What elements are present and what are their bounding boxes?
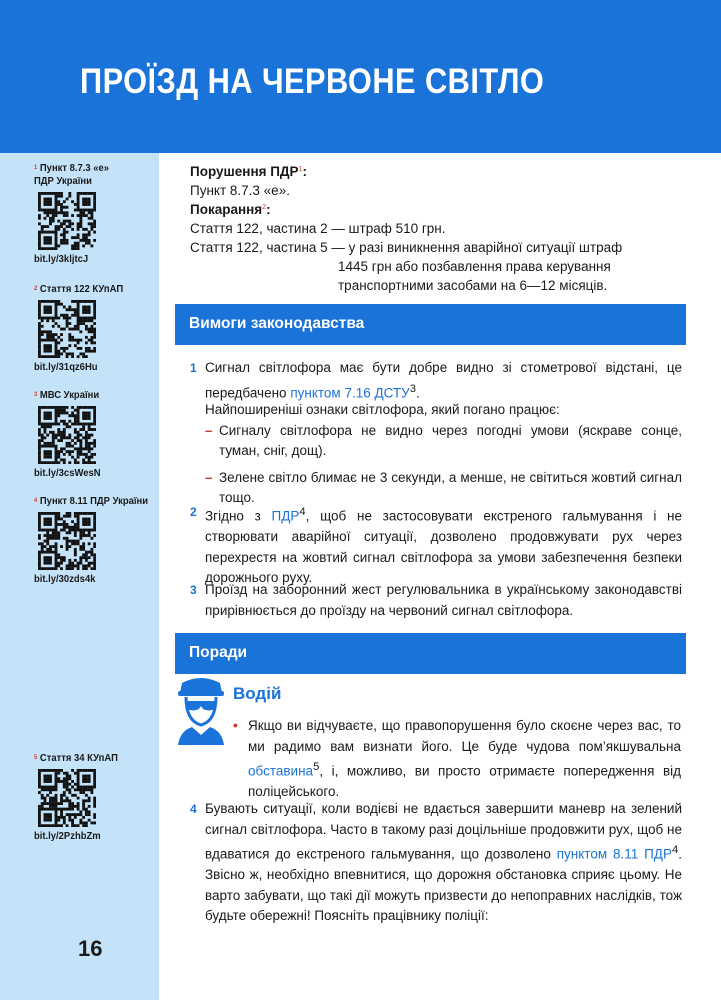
qr-item [34,389,154,479]
penalty-line: транспортними засобами на 6—12 місяців. [338,278,608,293]
driver-heading: Водій [233,684,282,703]
qr-code-icon[interactable] [38,192,96,250]
page-title: ПРОЇЗД НА ЧЕРВОНЕ СВІТЛО [80,62,545,101]
item-text: , щоб не застосовувати екстреного гальмування і не створювати аварійної ситуації, дозволено продовжувати рух через перехрестя на жовтий сигнал світлофора за умови забезпечення безпеки дорожнього руху. [205,508,682,585]
qr-item [34,162,154,265]
penalty-line: Стаття 122, частина 5 — у разі виникнення аварійної ситуації штраф [190,240,623,255]
qr-code-icon[interactable] [38,769,96,827]
pdr-link[interactable]: ПДР [271,508,300,524]
driver-avatar-icon [176,675,226,745]
qr-link[interactable]: bit.ly/3csWesN [34,467,101,479]
qr-caption: Стаття 122 КУпАП [39,283,124,295]
penalty-line: Стаття 122, частина 2 — штраф 510 грн. [190,221,446,236]
dstu-link[interactable]: пунктом 7.16 ДСТУ [290,385,410,400]
qr-caption: Пункт 8.7.3 «е» [39,162,110,174]
qr-link[interactable]: bit.ly/30zds4k [34,573,96,585]
qr-item [34,283,154,373]
footnote-number: 4 [34,497,38,504]
qr-caption: Стаття 34 КУпАП [39,752,118,764]
dash-item: – Сигналу світлофора не видно через погодні умови (яскраве сонце, туман, сніг, дощ). [205,422,682,458]
footnote-number: 3 [34,391,38,398]
penalty-line: 1445 грн або позбавлення права керування [338,259,611,274]
qr-code-icon[interactable] [38,300,96,358]
item-text: . [416,385,420,400]
qr-link[interactable]: bit.ly/31qz6Hu [34,361,98,373]
pdr-8-11-link[interactable]: пунктом 8.11 ПДР [556,846,672,862]
qr-caption: Пункт 8.11 ПДР України [39,495,149,507]
section-title: Поради [189,644,248,661]
item-text: . Звісно ж, необхідно впевнитися, що дорожня обстановка сприяє цьому. Не варто забувати, що такі дії можуть призвести до непоправних наслідків, тож будьте обережні! Поясніть працівнику поліції: [205,846,682,923]
page-header [0,0,721,153]
item-text: , і, можливо, ви просто отримаєте попередження від поліцейського. [248,763,681,799]
qr-item [34,495,154,585]
list-item: 2 Згідно з ПДР$^4$, щоб не застосовувати екстреного гальмування і не створювати аварійної ситуації, дозволено продовжувати рух через перехрестя на жовтий сигнал світлофора за умови забезпечення безпеки дорожнього руху. [190,505,682,585]
item-text: Якщо ви відчуваєте, що правопорушення було скоєне через вас, то ми радимо вам визнати його. Це буде чудова пом’якшувальна [248,718,681,754]
penalty-label: Покарання [190,202,263,217]
qr-link[interactable]: bit.ly/3kljtcJ [34,253,89,265]
item-text: Згідно з [205,508,272,524]
item-subintro: Найпоширеніші ознаки світлофора, який погано працює: [205,402,560,417]
qr-caption: МВС України [39,389,100,401]
item-text: Сигнал світлофора має бути добре видно зі стометрової відстані, це передбачено [205,360,682,400]
list-item: 1 Сигнал світлофора має бути добре видно зі стометрової відстані, це передбачено пунктом 7.16 ДСТУ$^3$. [190,360,682,400]
footnote-number: 1 [34,164,38,171]
list-item: 3 Проїзд на заборонний жест регулювальника в українському законодавстві прирівнюється до проїзду на червоний сигнал світлофора. [190,580,682,621]
qr-code-icon[interactable] [38,406,96,464]
dash-text: Зелене світло блимає не 3 секунди, а менше, не світиться жовтий сигнал тощо. [219,469,682,505]
qr-item [34,752,154,842]
violation-summary: Порушення ПДР$^1$: Пункт 8.7.3 «е». Покарання$^2$: Стаття 122, частина 2 — штраф 510 грн. Стаття 122, частина 5 — у разі виникнення аварійної ситуації штраф 1445 грн або позбавлення права керування транспортними засобами на 6—12 місяців. [190,162,690,295]
page-number: 16 [78,936,103,961]
item-text: Проїзд на заборонний жест регулювальника в українському законодавстві прирівнюється до проїзду на червоний сигнал світлофора. [205,582,682,618]
footnote-number: 5 [34,754,38,761]
section-header-requirements [175,304,686,345]
item-text: Бувають ситуації, коли водієві не вдається завершити маневр на зелений сигнал світлофора. Часто в такому разі доцільніше продовжити рух, щоб не вдаватися до екстреного гальмування, що дозволено [205,801,682,862]
circumstance-link[interactable]: обставина [248,763,314,779]
tip-bullet: • Якщо ви відчуваєте, що правопорушення було скоєне через вас, то ми радимо вам визнати його. Це буде чудова пом’якшувальна обставина$^5$, і, можливо, ви просто отримаєте попередження від поліцейського. [233,718,681,799]
list-item: 4 Бувають ситуації, коли водієві не вдається завершити маневр на зелений сигнал світлофора. Часто в такому разі доцільніше продовжити рух, щоб не вдаватися до екстреного гальмування, що дозволено пунктом 8.11 ПДР$^4$. Звісно ж, необхідно впевнитися, що дорожня обстановка сприяє цьому. Не варто забувати, що такі дії можуть призвести до непоправних наслідків, тож будьте обережні! Поясніть працівнику поліції: [190,801,682,923]
qr-code-icon[interactable] [38,512,96,570]
footnote-number: 2 [34,285,38,292]
qr-caption-line2: ПДР України [34,175,92,187]
list-item [190,400,682,509]
qr-link[interactable]: bit.ly/2PzhbZm [34,830,101,842]
violation-label: Порушення ПДР [190,164,299,179]
dash-item: – Зелене світло блимає не 3 секунди, а менше, не світиться жовтий сигнал тощо. [205,469,682,505]
dash-text: Сигналу світлофора не видно через погодні умови (яскраве сонце, туман, сніг, дощ). [219,422,682,458]
violation-text: Пункт 8.7.3 «е». [190,183,290,198]
section-title: Вимоги законодавства [189,315,365,332]
section-header-tips [175,633,686,674]
